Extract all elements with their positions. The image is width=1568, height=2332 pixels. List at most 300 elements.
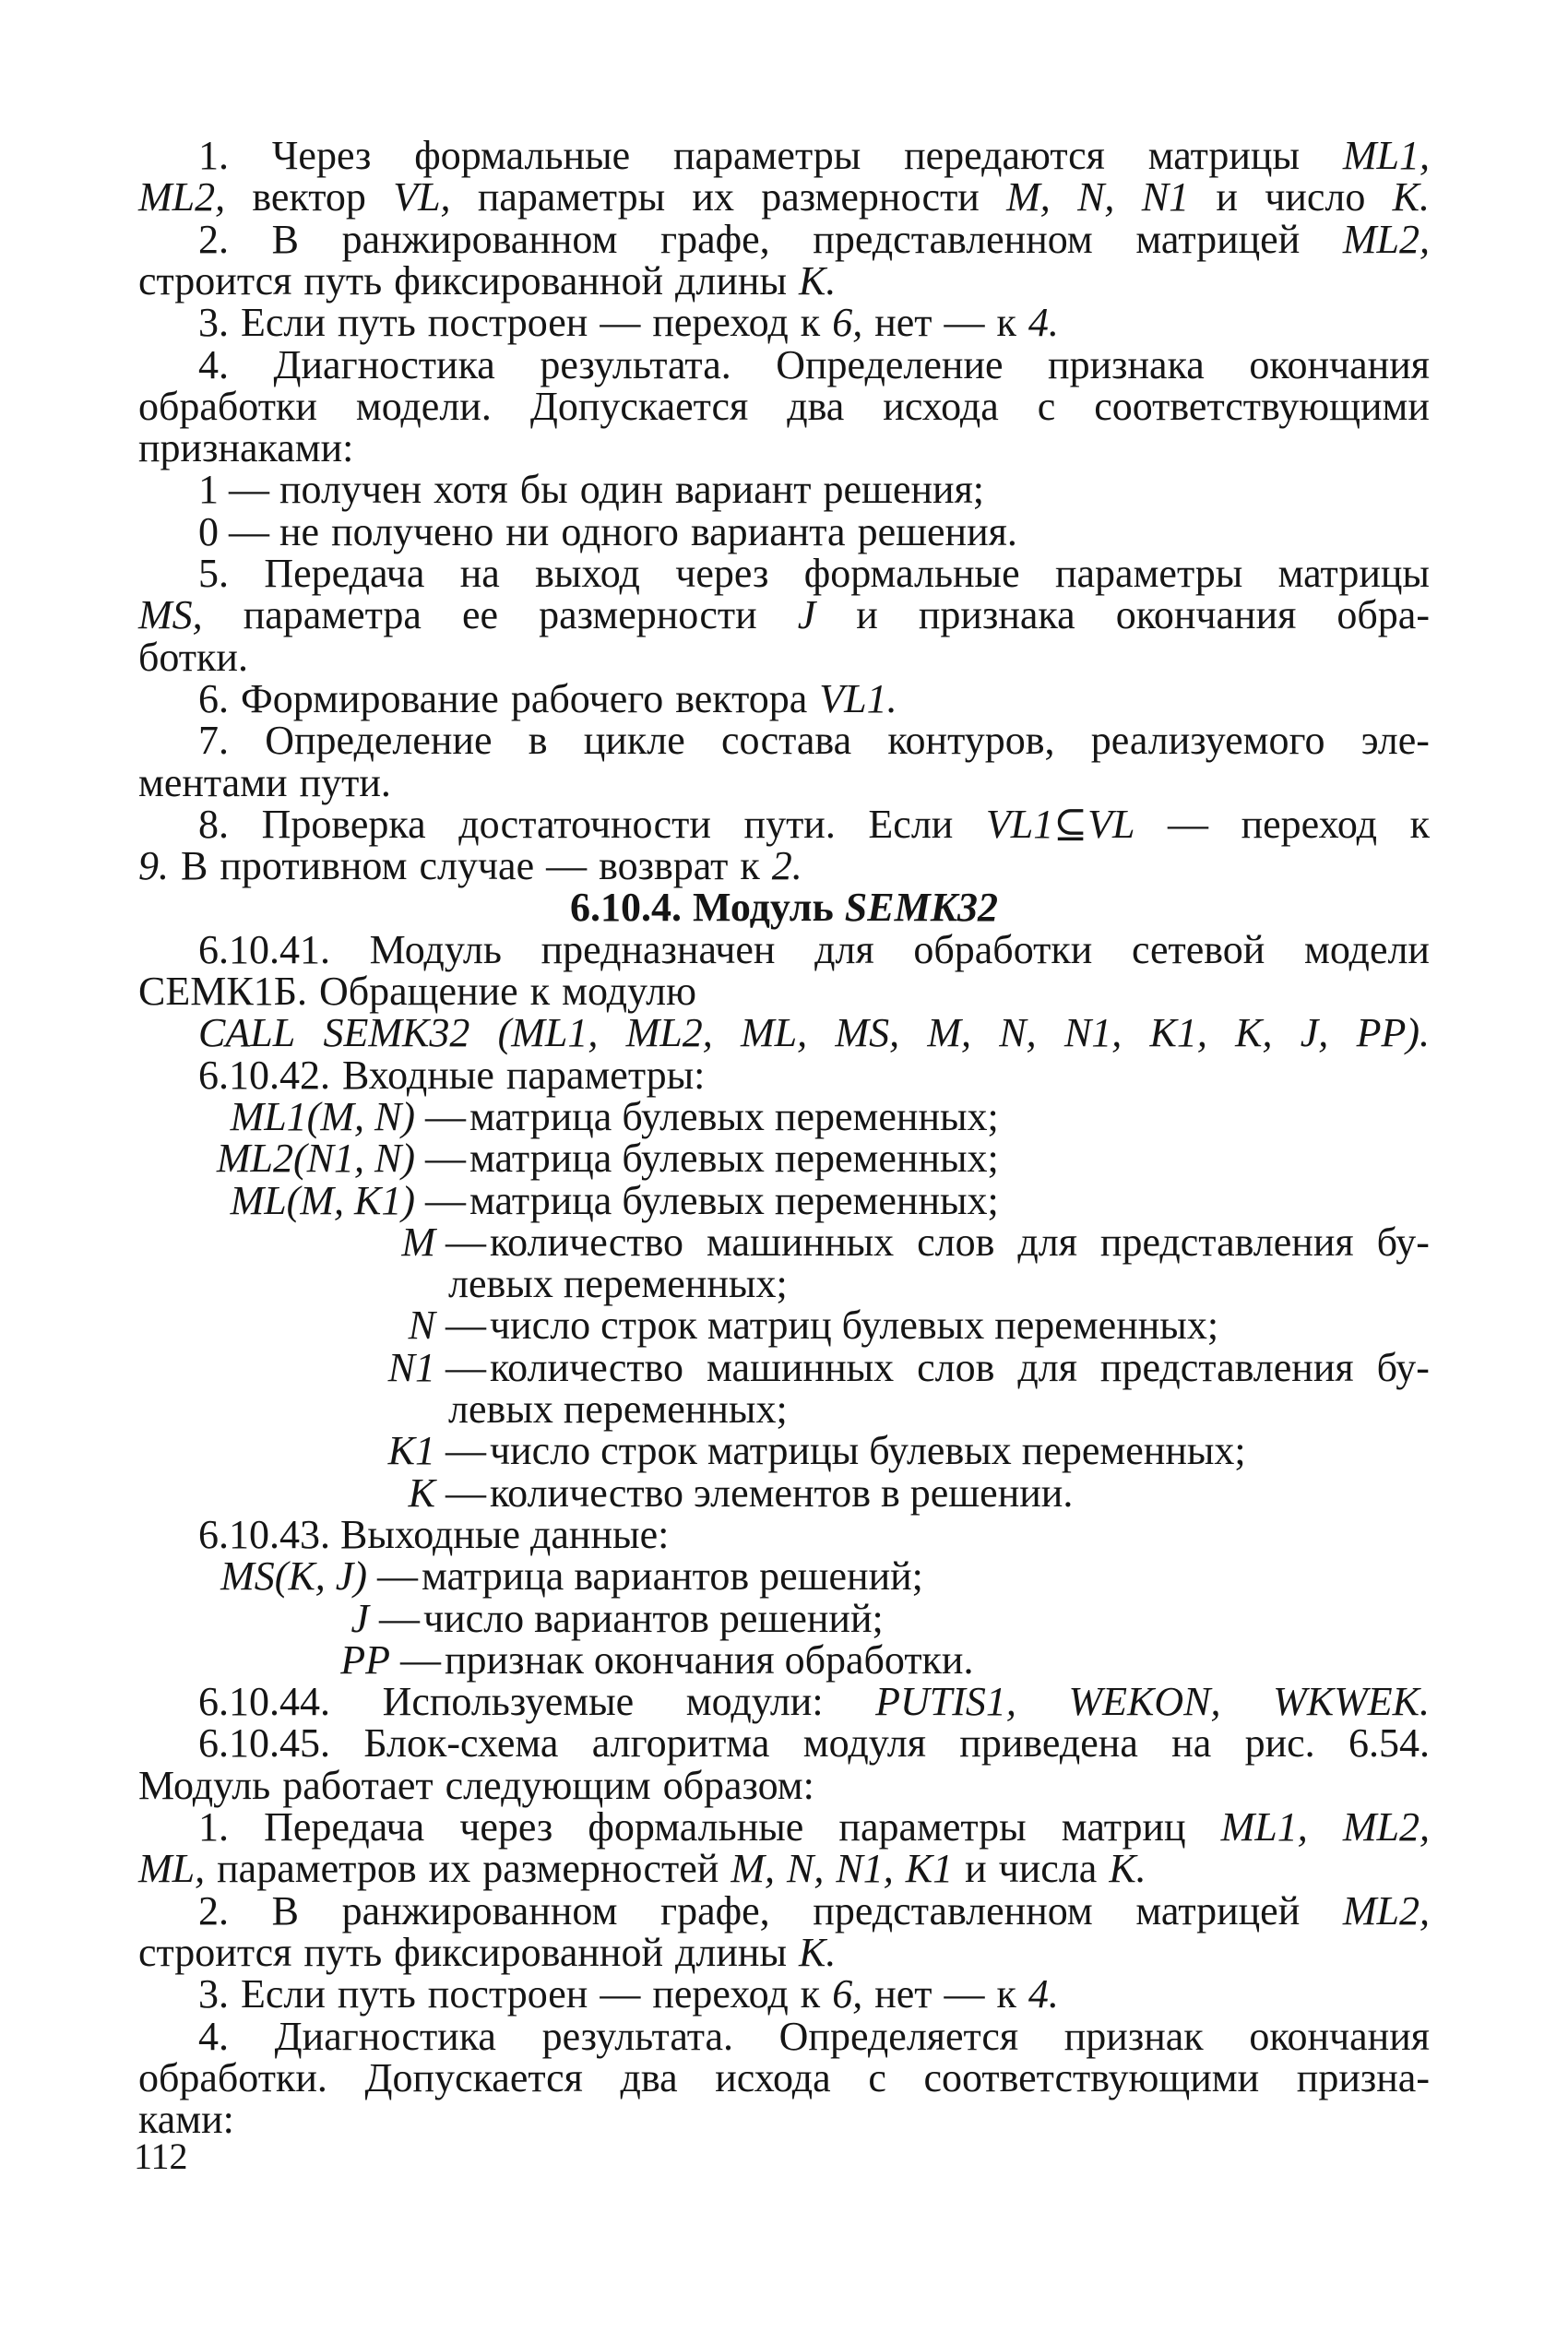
word: переход — [652, 1971, 789, 2017]
word: VL1⊆VL — [985, 801, 1135, 847]
text-line — [198, 2013, 1430, 2059]
word: Диагностика — [274, 2013, 496, 2059]
word: строится — [138, 1929, 292, 1975]
word: решения. — [857, 508, 1017, 554]
input-param-cont — [0, 1261, 1430, 1307]
param-definition: число вариантов решений; — [423, 1595, 884, 1641]
word: 6.10.45. — [198, 1720, 330, 1767]
input-param — [0, 1428, 1430, 1474]
word: обработки — [138, 383, 317, 429]
word: результата. — [540, 341, 731, 387]
word: исхода — [883, 383, 999, 429]
word: предназначен — [540, 926, 776, 972]
text-line — [198, 508, 1430, 554]
word: 3. — [198, 1971, 229, 2017]
param-definition: матрица вариантов решений; — [422, 1553, 923, 1600]
word: алгоритма — [591, 1720, 770, 1767]
word: Передача — [264, 1804, 425, 1850]
word: представления — [1099, 1219, 1354, 1265]
word: два — [620, 2054, 678, 2100]
text-line — [138, 2054, 1430, 2100]
word: машинных — [707, 1344, 895, 1390]
em-dash: — — [415, 1177, 466, 1223]
param-definition: матрица булевых переменных; — [469, 1136, 999, 1182]
word: признаками: — [138, 425, 354, 471]
param-definition: число строк матриц булевых переменных; — [490, 1303, 1219, 1349]
word: WEKON, — [1068, 1679, 1221, 1725]
em-dash: — — [435, 1428, 486, 1474]
word: количество — [490, 1344, 684, 1390]
word: Модуль — [138, 1762, 271, 1808]
word: окончания — [1115, 592, 1297, 638]
word: количество — [490, 1219, 684, 1265]
word: их — [428, 1846, 471, 1892]
param-term: ML(M, K1) — [230, 1177, 415, 1223]
word: случае — [419, 843, 535, 889]
param-term: N — [408, 1303, 435, 1349]
word: сетевой — [1131, 926, 1265, 972]
word: графе, — [660, 1887, 770, 1933]
text-line — [198, 1679, 1430, 1725]
input-param — [0, 1219, 1430, 1265]
word: строится — [138, 257, 292, 303]
text-line — [198, 1887, 1430, 1933]
em-dash: — — [435, 1469, 486, 1516]
word: K, — [1235, 1010, 1273, 1056]
word: Допускается — [364, 2054, 583, 2100]
word: бы — [519, 467, 568, 513]
word: K1 — [905, 1846, 954, 1892]
word: Определение — [265, 718, 493, 764]
text-line — [198, 133, 1430, 178]
word: матрицей — [1135, 216, 1301, 262]
word: к — [740, 843, 760, 889]
text-line — [198, 1010, 1430, 1056]
text-line — [198, 300, 1430, 346]
word: приведена — [959, 1720, 1138, 1767]
word: СЕМК1Б. — [138, 969, 307, 1014]
text-line — [138, 759, 1430, 805]
word: ками: — [138, 2097, 234, 2143]
text-line — [198, 1720, 1430, 1767]
word: к — [996, 1971, 1016, 2017]
word: с — [1037, 383, 1056, 429]
word: 2. — [198, 216, 229, 262]
text-line — [198, 216, 1430, 262]
word: 6. — [198, 675, 229, 721]
word: Модуль — [369, 926, 502, 972]
word: в — [528, 718, 548, 764]
word: 1. — [198, 1804, 229, 1850]
param-term: K1 — [387, 1428, 435, 1474]
word: с — [868, 2054, 886, 2100]
param-definition: левых переменных; — [448, 1386, 788, 1432]
param-definition — [490, 1344, 1430, 1390]
word: длины — [675, 1929, 787, 1975]
word: передаются — [904, 133, 1105, 178]
text-line — [138, 1929, 1430, 1975]
word: число — [1265, 174, 1366, 220]
param-term: ML2(N1, N) — [216, 1136, 415, 1182]
word: K. — [799, 1929, 837, 1975]
word: — — [600, 300, 641, 346]
text-line — [138, 971, 1430, 1012]
word: Проверка — [261, 801, 426, 847]
word: пути. — [299, 759, 391, 805]
word: параметры — [1054, 551, 1243, 596]
word: ни — [505, 508, 550, 554]
param-term: N1 — [387, 1344, 435, 1390]
word: ML, — [138, 1846, 206, 1892]
text-line — [138, 1846, 1430, 1892]
word: модули: — [685, 1679, 824, 1725]
word: через — [459, 1804, 553, 1850]
word: — — [944, 300, 985, 346]
word: построен — [427, 300, 588, 346]
text-line — [198, 1052, 1430, 1098]
word: размерностей — [482, 1846, 719, 1892]
page-number: 112 — [134, 2136, 188, 2177]
word: Если — [241, 300, 326, 346]
text-line — [138, 634, 1430, 680]
word: параметра — [243, 592, 422, 638]
word: 3. — [198, 300, 229, 346]
word: WKWEK. — [1273, 1679, 1430, 1725]
word: Определяется — [778, 2013, 1019, 2059]
word: соответствующими — [1094, 383, 1430, 429]
text-line — [198, 1971, 1430, 2017]
word: J, — [1300, 1010, 1329, 1056]
word: модели. — [355, 383, 492, 429]
word: вектора — [675, 675, 808, 721]
word: параметры — [672, 133, 861, 178]
param-definition: матрица булевых переменных; — [469, 1093, 999, 1139]
word: вектор — [252, 174, 366, 220]
word: машинных — [707, 1219, 895, 1265]
input-param-cont — [0, 1386, 1430, 1432]
word: Используемые — [382, 1679, 635, 1725]
word: числа — [998, 1846, 1098, 1892]
word: матрицы — [1277, 551, 1430, 596]
word: CALL — [198, 1010, 296, 1056]
word: 1. — [198, 133, 229, 178]
word: MS, — [835, 1010, 900, 1056]
word: признак — [1063, 2013, 1204, 2059]
word: PUTIS1, — [875, 1679, 1016, 1725]
em-dash: — — [435, 1344, 486, 1390]
text-line — [138, 592, 1430, 638]
word: VL, — [393, 174, 451, 220]
param-definition: матрица булевых переменных; — [469, 1177, 999, 1223]
word: 5. — [198, 551, 229, 596]
word: В — [181, 843, 208, 889]
word: 2. — [771, 843, 802, 889]
word: ML, — [741, 1010, 808, 1056]
param-definition: левых переменных; — [448, 1261, 788, 1307]
word: путь — [303, 1929, 383, 1975]
word: SEMK32 — [844, 885, 999, 931]
text-line — [138, 174, 1430, 220]
word: нет — [874, 300, 932, 346]
word: к — [800, 1971, 821, 2017]
word: Блок-схема — [363, 1720, 559, 1767]
word: к — [1409, 801, 1430, 847]
word: один — [579, 467, 663, 513]
word: ранжированном — [341, 216, 618, 262]
word: рабочего — [510, 675, 664, 721]
word: 4. — [198, 341, 229, 387]
text-line — [138, 2097, 1430, 2143]
word: вариант — [674, 467, 812, 513]
word: M, — [731, 1846, 775, 1892]
word: N, — [999, 1010, 1037, 1056]
text-line — [198, 718, 1430, 764]
word: Если — [241, 1971, 326, 2017]
word: противном — [220, 843, 408, 889]
em-dash: — — [435, 1219, 486, 1265]
word: параметров — [217, 1846, 417, 1892]
word: N1, — [1063, 1010, 1123, 1056]
word: Передача — [264, 551, 425, 596]
word: N1 — [1141, 174, 1190, 220]
word: — — [944, 1971, 985, 2017]
word: Определение — [776, 341, 1004, 387]
word: на — [459, 551, 500, 596]
output-param — [0, 1636, 1430, 1683]
word: модуля — [802, 1720, 926, 1767]
em-dash: — — [390, 1636, 441, 1683]
word: к — [996, 300, 1016, 346]
text-line — [138, 383, 1430, 429]
word: формальные — [414, 133, 631, 178]
em-dash: — — [435, 1303, 486, 1349]
word: рис. — [1244, 1720, 1315, 1767]
word: реализуемого — [1090, 718, 1325, 764]
word: на — [1171, 1720, 1212, 1767]
word: ML2, — [1342, 1887, 1430, 1933]
word: ML1, — [1220, 1804, 1308, 1850]
word: 4. — [1028, 1971, 1059, 2017]
word: обработки — [913, 926, 1093, 972]
word: получено — [331, 508, 494, 554]
word: N, — [787, 1846, 825, 1892]
word: признака — [1048, 341, 1205, 387]
param-term: K — [408, 1469, 435, 1516]
text-line — [198, 926, 1430, 972]
word: MS, — [138, 592, 203, 638]
input-param — [0, 1177, 1430, 1223]
word: построен — [427, 1971, 588, 2017]
word: и — [856, 592, 878, 638]
word: Формирование — [241, 675, 499, 721]
text-line — [138, 843, 1430, 889]
param-definition: признак окончания обработки. — [445, 1636, 974, 1683]
word: N, — [1077, 174, 1115, 220]
param-term: PP — [340, 1636, 390, 1683]
word: для — [814, 926, 874, 972]
word: и — [1216, 174, 1238, 220]
word: Обращение — [318, 969, 518, 1014]
text-line — [138, 257, 1430, 303]
word: слов — [917, 1344, 995, 1390]
word: достаточности — [458, 801, 711, 847]
word: для — [1017, 1344, 1077, 1390]
word: матрицы — [1147, 133, 1301, 178]
word: K. — [799, 257, 837, 303]
word: переход — [1241, 801, 1378, 847]
em-dash: — — [415, 1136, 466, 1182]
word: работает — [282, 1762, 434, 1808]
word: Если — [868, 801, 954, 847]
word: 4. — [198, 2013, 229, 2059]
word: окончания — [1249, 2013, 1430, 2059]
word: решения; — [823, 467, 985, 513]
word: ранжированном — [341, 1887, 618, 1933]
input-param — [0, 1469, 1430, 1516]
input-param — [0, 1136, 1430, 1182]
word: 6, — [832, 300, 863, 346]
word: путь — [303, 257, 383, 303]
word: ML2, — [1342, 216, 1430, 262]
word: представления — [1099, 1344, 1354, 1390]
param-definition: число строк матрицы булевых переменных; — [490, 1428, 1246, 1474]
word: фиксированной — [394, 257, 663, 303]
word: путь — [337, 300, 416, 346]
word: ML2, — [1342, 1804, 1430, 1850]
word: модели — [1303, 926, 1430, 972]
input-param — [0, 1344, 1430, 1390]
word: бу- — [1376, 1344, 1430, 1390]
param-definition — [490, 1219, 1430, 1265]
param-term: J — [350, 1595, 369, 1641]
input-param — [0, 1303, 1430, 1349]
word: В — [271, 216, 299, 262]
param-term: M — [401, 1219, 435, 1265]
word: 4. — [1028, 300, 1059, 346]
word: хотя — [434, 467, 508, 513]
word: результата. — [541, 2013, 733, 2059]
word: 1 — получен — [198, 467, 422, 513]
output-heading: 6.10.43. Выходные данные: — [198, 1511, 670, 1557]
word: представленном — [813, 216, 1093, 262]
word: путь — [337, 1971, 416, 2017]
em-dash: — — [369, 1595, 420, 1641]
word: обра- — [1336, 592, 1430, 638]
word: PP). — [1356, 1010, 1430, 1056]
word: одного — [561, 508, 679, 554]
word: 7. — [198, 718, 229, 764]
word: возврат — [599, 843, 729, 889]
word: через — [675, 551, 769, 596]
text-line — [198, 341, 1430, 387]
text-line — [138, 425, 1430, 471]
word: параметры — [838, 1804, 1027, 1850]
word: призна- — [1296, 2054, 1430, 2100]
text-line — [138, 1762, 1430, 1808]
word: 6.54. — [1348, 1720, 1430, 1767]
word: обработки. — [138, 2054, 327, 2100]
word: ML2, — [625, 1010, 713, 1056]
text-line — [198, 801, 1430, 847]
word: окончания — [1249, 341, 1430, 387]
word: пути. — [743, 801, 836, 847]
output-param — [0, 1553, 1430, 1600]
word: цикле — [583, 718, 685, 764]
word: Входные — [342, 1052, 494, 1098]
word: 6.10.41. — [198, 926, 330, 972]
word: Диагностика — [273, 341, 495, 387]
output-param — [0, 1595, 1430, 1641]
word: 0 — не — [198, 508, 320, 554]
word: формальные — [588, 1804, 804, 1850]
word: эле- — [1360, 718, 1430, 764]
word: ее — [462, 592, 499, 638]
word: M, — [927, 1010, 971, 1056]
word: выход — [535, 551, 640, 596]
word: — — [1168, 801, 1209, 847]
word: исхода — [715, 2054, 831, 2100]
text-line — [198, 553, 1430, 594]
word: два — [787, 383, 845, 429]
word: — — [546, 843, 588, 889]
word: матриц — [1061, 1804, 1186, 1850]
em-dash: — — [415, 1093, 466, 1139]
word: длины — [675, 257, 787, 303]
word: графе, — [660, 216, 770, 262]
word: SEMK32 — [323, 1010, 470, 1056]
word: модулю — [562, 969, 696, 1014]
word: Допускается — [529, 383, 749, 429]
word: N1, — [836, 1846, 894, 1892]
word: M, — [1006, 174, 1051, 220]
word: представленном — [813, 1887, 1093, 1933]
word: Модуль — [692, 885, 834, 931]
word: J — [797, 592, 816, 638]
word: к — [529, 969, 551, 1014]
word: 6.10.4. — [569, 885, 682, 931]
word: K1, — [1149, 1010, 1207, 1056]
word: и — [965, 1846, 987, 1892]
word: размерности — [761, 174, 980, 220]
word: K. — [1392, 174, 1430, 220]
word: образом: — [662, 1762, 814, 1808]
word: состава — [720, 718, 852, 764]
word: В — [271, 1887, 299, 1933]
word: ML1, — [1342, 133, 1430, 178]
text-line — [198, 675, 1430, 721]
word: 6.10.42. — [198, 1052, 330, 1098]
word: следующим — [445, 1762, 651, 1808]
input-param — [0, 1093, 1430, 1139]
word: фиксированной — [394, 1929, 663, 1975]
word: ботки. — [138, 634, 248, 680]
word: ML2, — [138, 174, 226, 220]
text-line — [198, 1804, 1430, 1850]
word: Через — [271, 133, 372, 178]
text-line — [198, 467, 1430, 513]
param-term: ML1(M, N) — [230, 1093, 415, 1139]
word: для — [1017, 1219, 1077, 1265]
word: ментами — [138, 759, 288, 805]
word: (ML1, — [497, 1010, 599, 1056]
word: 6.10.44. — [198, 1679, 330, 1725]
word: параметры — [477, 174, 666, 220]
word: размерности — [539, 592, 757, 638]
word: параметры: — [505, 1052, 706, 1098]
word: VL1. — [819, 675, 897, 721]
word: 6, — [832, 1971, 863, 2017]
word: 8. — [198, 801, 229, 847]
